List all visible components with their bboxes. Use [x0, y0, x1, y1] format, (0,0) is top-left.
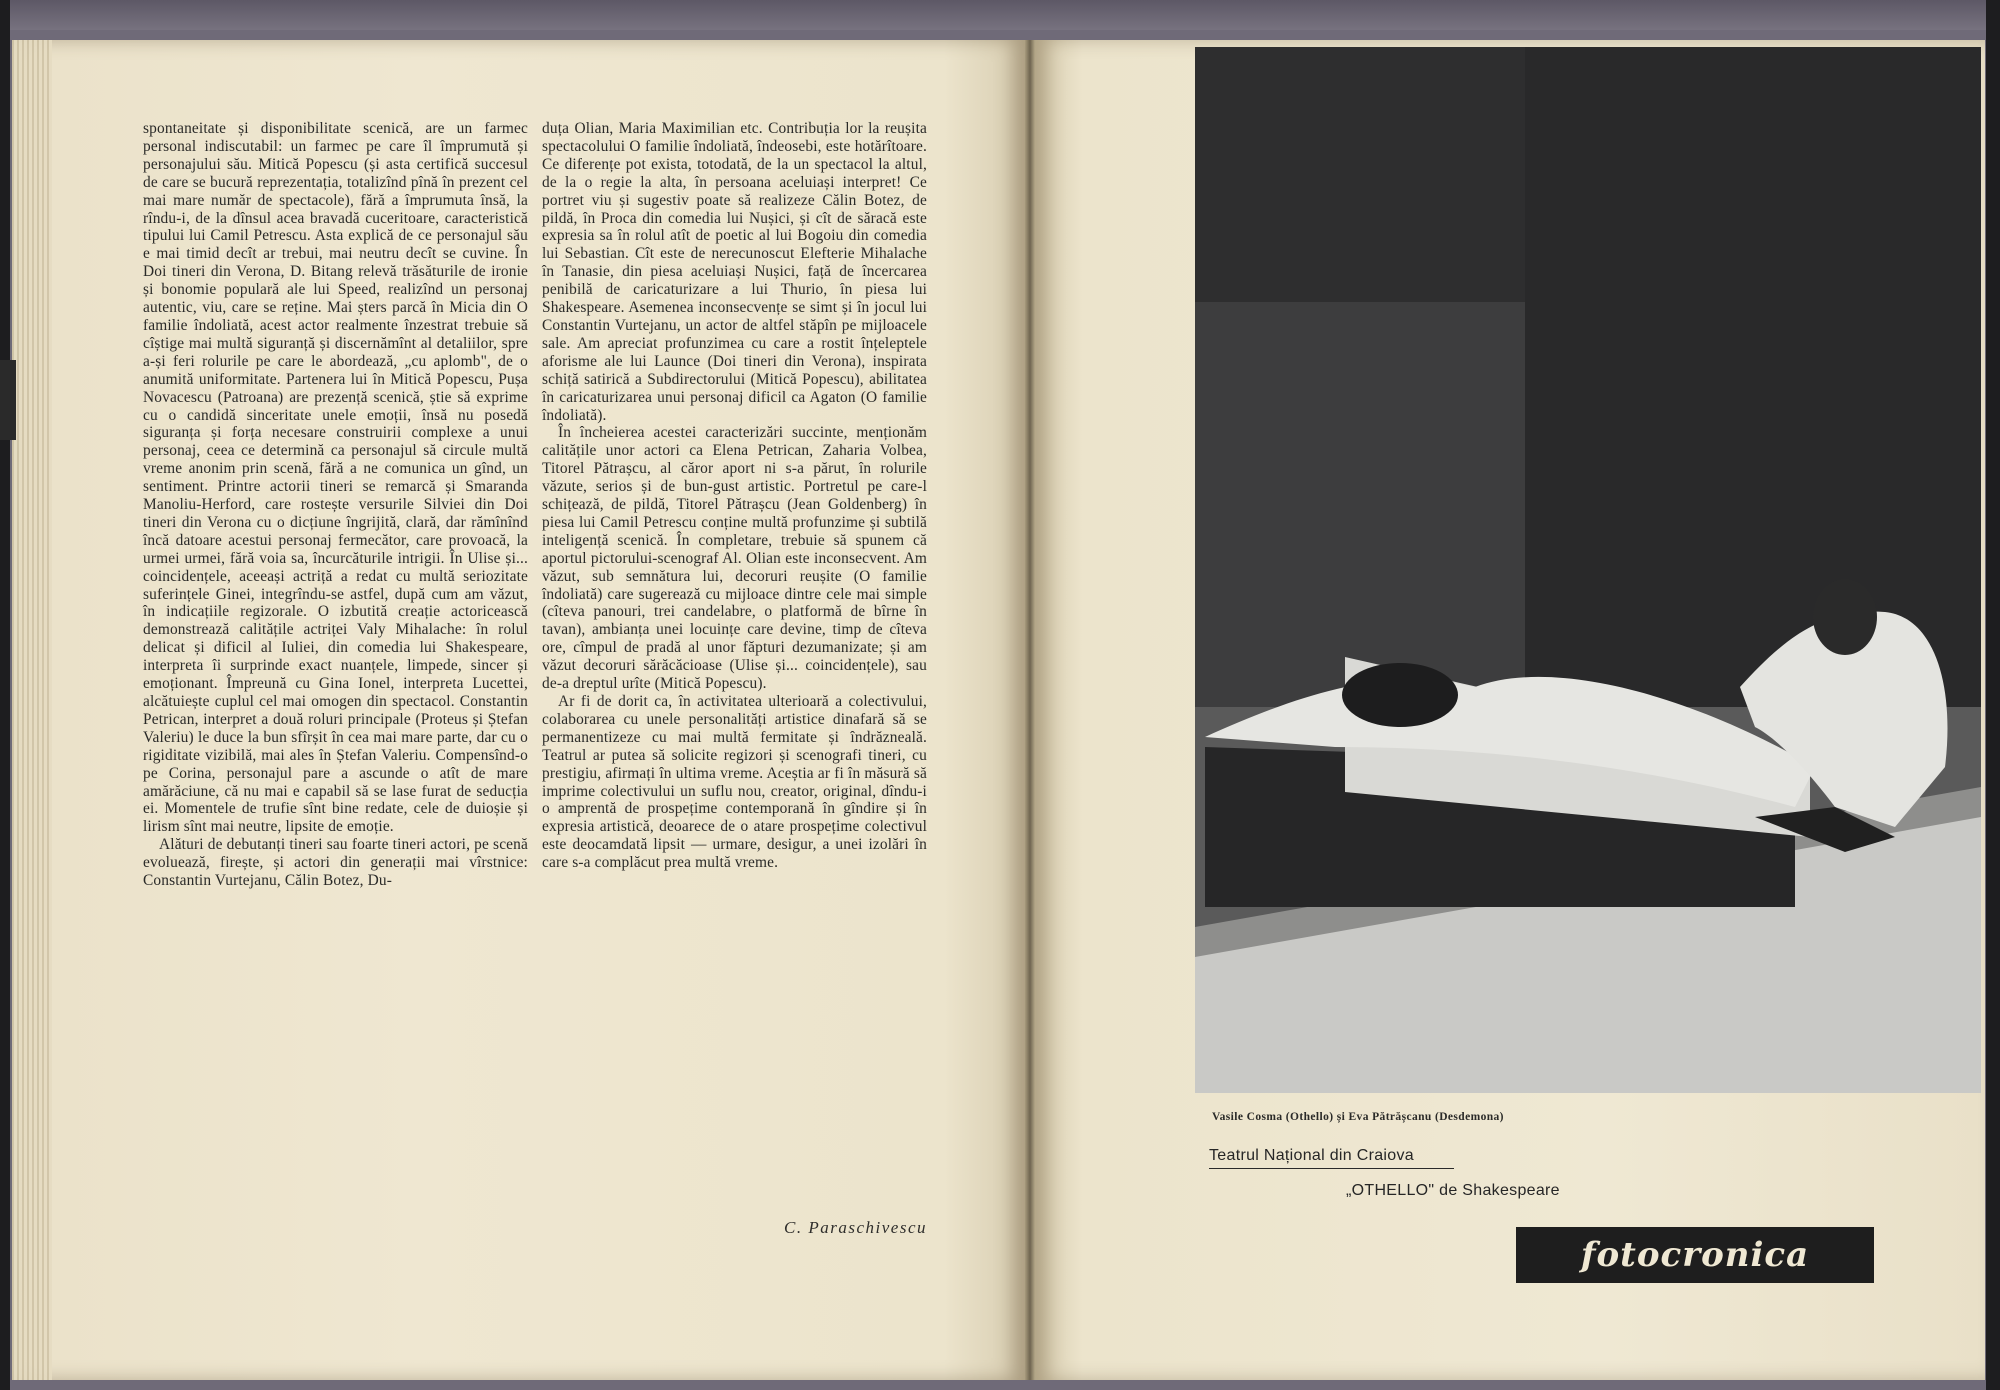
author-signature: C. Paraschivescu	[784, 1218, 927, 1237]
paragraph: În încheierea acestei caracterizări succinte, menționăm calitățile unor actori ca Elena Petrican, Zaharia Volbea, Titorel Pătrașcu, al căror aport ni s-a părut, în rolurile văzute, serios și de bun-gust artistic. Portretul pe care-l schițează, de pildă, Titorel Pătrașcu (Jean Goldenberg) în piesa lui Camil Petrescu conține multă profunzime și subtilă inteligență scenică. În completare, trebuie să spunem că aportul pictorului-scenograf Al. Olian este inconsecvent. Am văzut, sub semnătura lui, decoruri reușite (O familie îndoliată) care sugerează cu mijloace dintre cele mai simple (cîteva panouri, trei candelabre, o platformă de bîrne în tavan), ambianța unei locuințe care devine, timp de cîteva ore, cîmpul de pradă al unor făpturi dezumanizate; și am văzut decoruri sărăcăcioase (Ulise și... coincidențele), sau de-a dreptul urîte (Mitică Popescu).	[542, 424, 927, 693]
paragraph: Alături de debutanți tineri sau foarte tineri actori, pe scenă evoluează, firește, și actori din generații mai vîrstnice: Constantin Vurtejanu, Călin Botez, Du-	[143, 836, 528, 890]
paragraph: duța Olian, Maria Maximilian etc. Contribuția lor la reușita spectacolului O familie îndoliată, îndeosebi, este hotărîtoare. Ce diferențe pot exista, totodată, de la un spectacol la altul, de la o regie la alta, în persoana aceluiași interpret! Ce portret viu și sugestiv poate să realizeze Călin Botez, de pildă, în Proca din comedia lui Nușici, și cît de săracă este expresia sa în rolul atît de poetic al lui Bogoiu din comedia lui Sebastian. Cît este de nerecunoscut Elefterie Mihalache în Tanasie, din piesa aceluiași Nușici, față de încercarea penibilă de caricaturizare a lui Thurio, în piesa lui Shakespeare. Asemenea inconsecvențe se simt și în jocul lui Constantin Vurtejanu, un actor de altfel stăpîn pe mijloacele sale. Am apreciat profunzimea cu care a rostit înțeleptele aforisme ale lui Launce (Doi tineri din Verona), inspirata schiță satirică a Subdirectorului (Mitică Popescu), abilitatea în caricaturizarea unui personaj dificil ca Agaton (O familie îndoliată).	[542, 120, 927, 424]
fotocronica-logo	[1516, 1227, 1874, 1283]
book-gutter	[1025, 40, 1035, 1380]
bookmark-tab	[0, 360, 16, 440]
book-cover-top	[0, 0, 2000, 30]
paragraph: spontaneitate și disponibilitate scenică, are un farmec personal indiscutabil: un farmec pe care îl împrumută și personajului său. Mitică Popescu (și asta certifică succesul de care se bucură reprezentația, totalizînd pînă în prezent cel mai mare număr de spectacole), fără a împrumuta însă, la rîndu-i, de la dînsul acea bravadă cuceritoare, caracteristică tipului lui Camil Petrescu. Asta explică de ce personajul său e mai timid decît ar trebui, mai neutru decît se cuvine. În Doi tineri din Verona, D. Bitang relevă trăsăturile de ironie și bonomie populară ale lui Speed, realizînd un personaj autentic, viu, care se reține. Mai șters parcă în Micia din O familie îndoliată, acest actor realmente înzestrat trebuie să cîștige mai multă siguranță și discernămînt al detaliilor, spre a-și feri rolurile pe care le abordează, „cu aplomb", de o anumită uniformitate. Partenera lui în Mitică Popescu, Pușa Novacescu (Patroana) are prezență scenică, știe să exprime cu o candidă sinceritate unele emoții, însă nu posedă siguranța și forța necesare construirii complexe a unui personaj, ceea ce determină ca personajul să circule multă vreme anonim prin scenă, fără a ne comunica un gînd, un sentiment. Printre actorii tineri se remarcă și Smaranda Manoliu-Herford, care rostește versurile Silviei din Doi tineri din Verona cu o dicțiune îngrijită, clară, dar rămînînd încă datoare acestui personaj fermecător, care provoacă, la urmei urmei, fără voia sa, încurcăturile intrigii. În Ulise și... coincidențele, aceeași actriță a redat cu multă seriozitate suferințele Ginei, integrîndu-se astfel, după cum am văzut, în indicațiile regizorale. O izbutită creație actoricească demonstrează calitățile actriței Valy Mihalache: în rolul delicat și dificil al Iuliei, din comedia lui Shakespeare, interpreta îi surprinde exact nuanțele, limpede, sincer și emoționant. Împreună cu Gina Ionel, interpreta Lucettei, alcătuiește cuplul cel mai omogen din spectacol. Constantin Petrican, interpret a două roluri principale (Proteus și Ștefan Valeriu) le duce la bun sfîrșit în cea mai mare parte, dar cu o rigiditate vizibilă, mai ales în Ștefan Valeriu. Compensînd-o pe Corina, personajul pare a ascunde o atît de mare amărăciune, că nu mai e capabil să se lase furat de seducția ei. Momentele de trufie sînt bine redate, cele de duioșie și lirism sînt mai neutre, lipsite de emoție.	[143, 120, 528, 836]
othello-stage-photo	[1195, 47, 1981, 1093]
paragraph: Ar fi de dorit ca, în activitatea ulterioară a colectivului, colaborarea cu unele personalități artistice dinafară să se permanentizeze cu mai multă fermitate și îndrăzneală. Teatrul ar putea să solicite regizori și scenografi tineri, cu prestigiu, afirmați în ultima vreme. Aceștia ar fi în măsură să imprime colectivului un suflu nou, creator, original, dîndu-i o amprentă de prospețime contemporană în gîndire și în expresia artistică, deoarece de o atare prospețime colectivul este deocamdată lipsit — urmare, desigur, a unei izolări în care s-a complăcut prea multă vreme.	[542, 693, 927, 872]
article-column-2	[542, 120, 927, 872]
article-column-1	[143, 120, 528, 890]
photo-caption: Vasile Cosma (Othello) și Eva Pătrășcanu (Desdemona)	[1212, 1111, 1504, 1123]
play-title: „OTHELLO" de Shakespeare	[1346, 1182, 1560, 1199]
binding-strap-right	[1986, 0, 2000, 1390]
page-edges	[12, 40, 52, 1380]
underline	[1209, 1168, 1454, 1169]
binding-strap-left	[0, 0, 10, 1390]
theatre-name: Teatrul Național din Craiova	[1209, 1147, 1414, 1164]
logo-text: fotocronica	[1580, 1235, 1810, 1275]
